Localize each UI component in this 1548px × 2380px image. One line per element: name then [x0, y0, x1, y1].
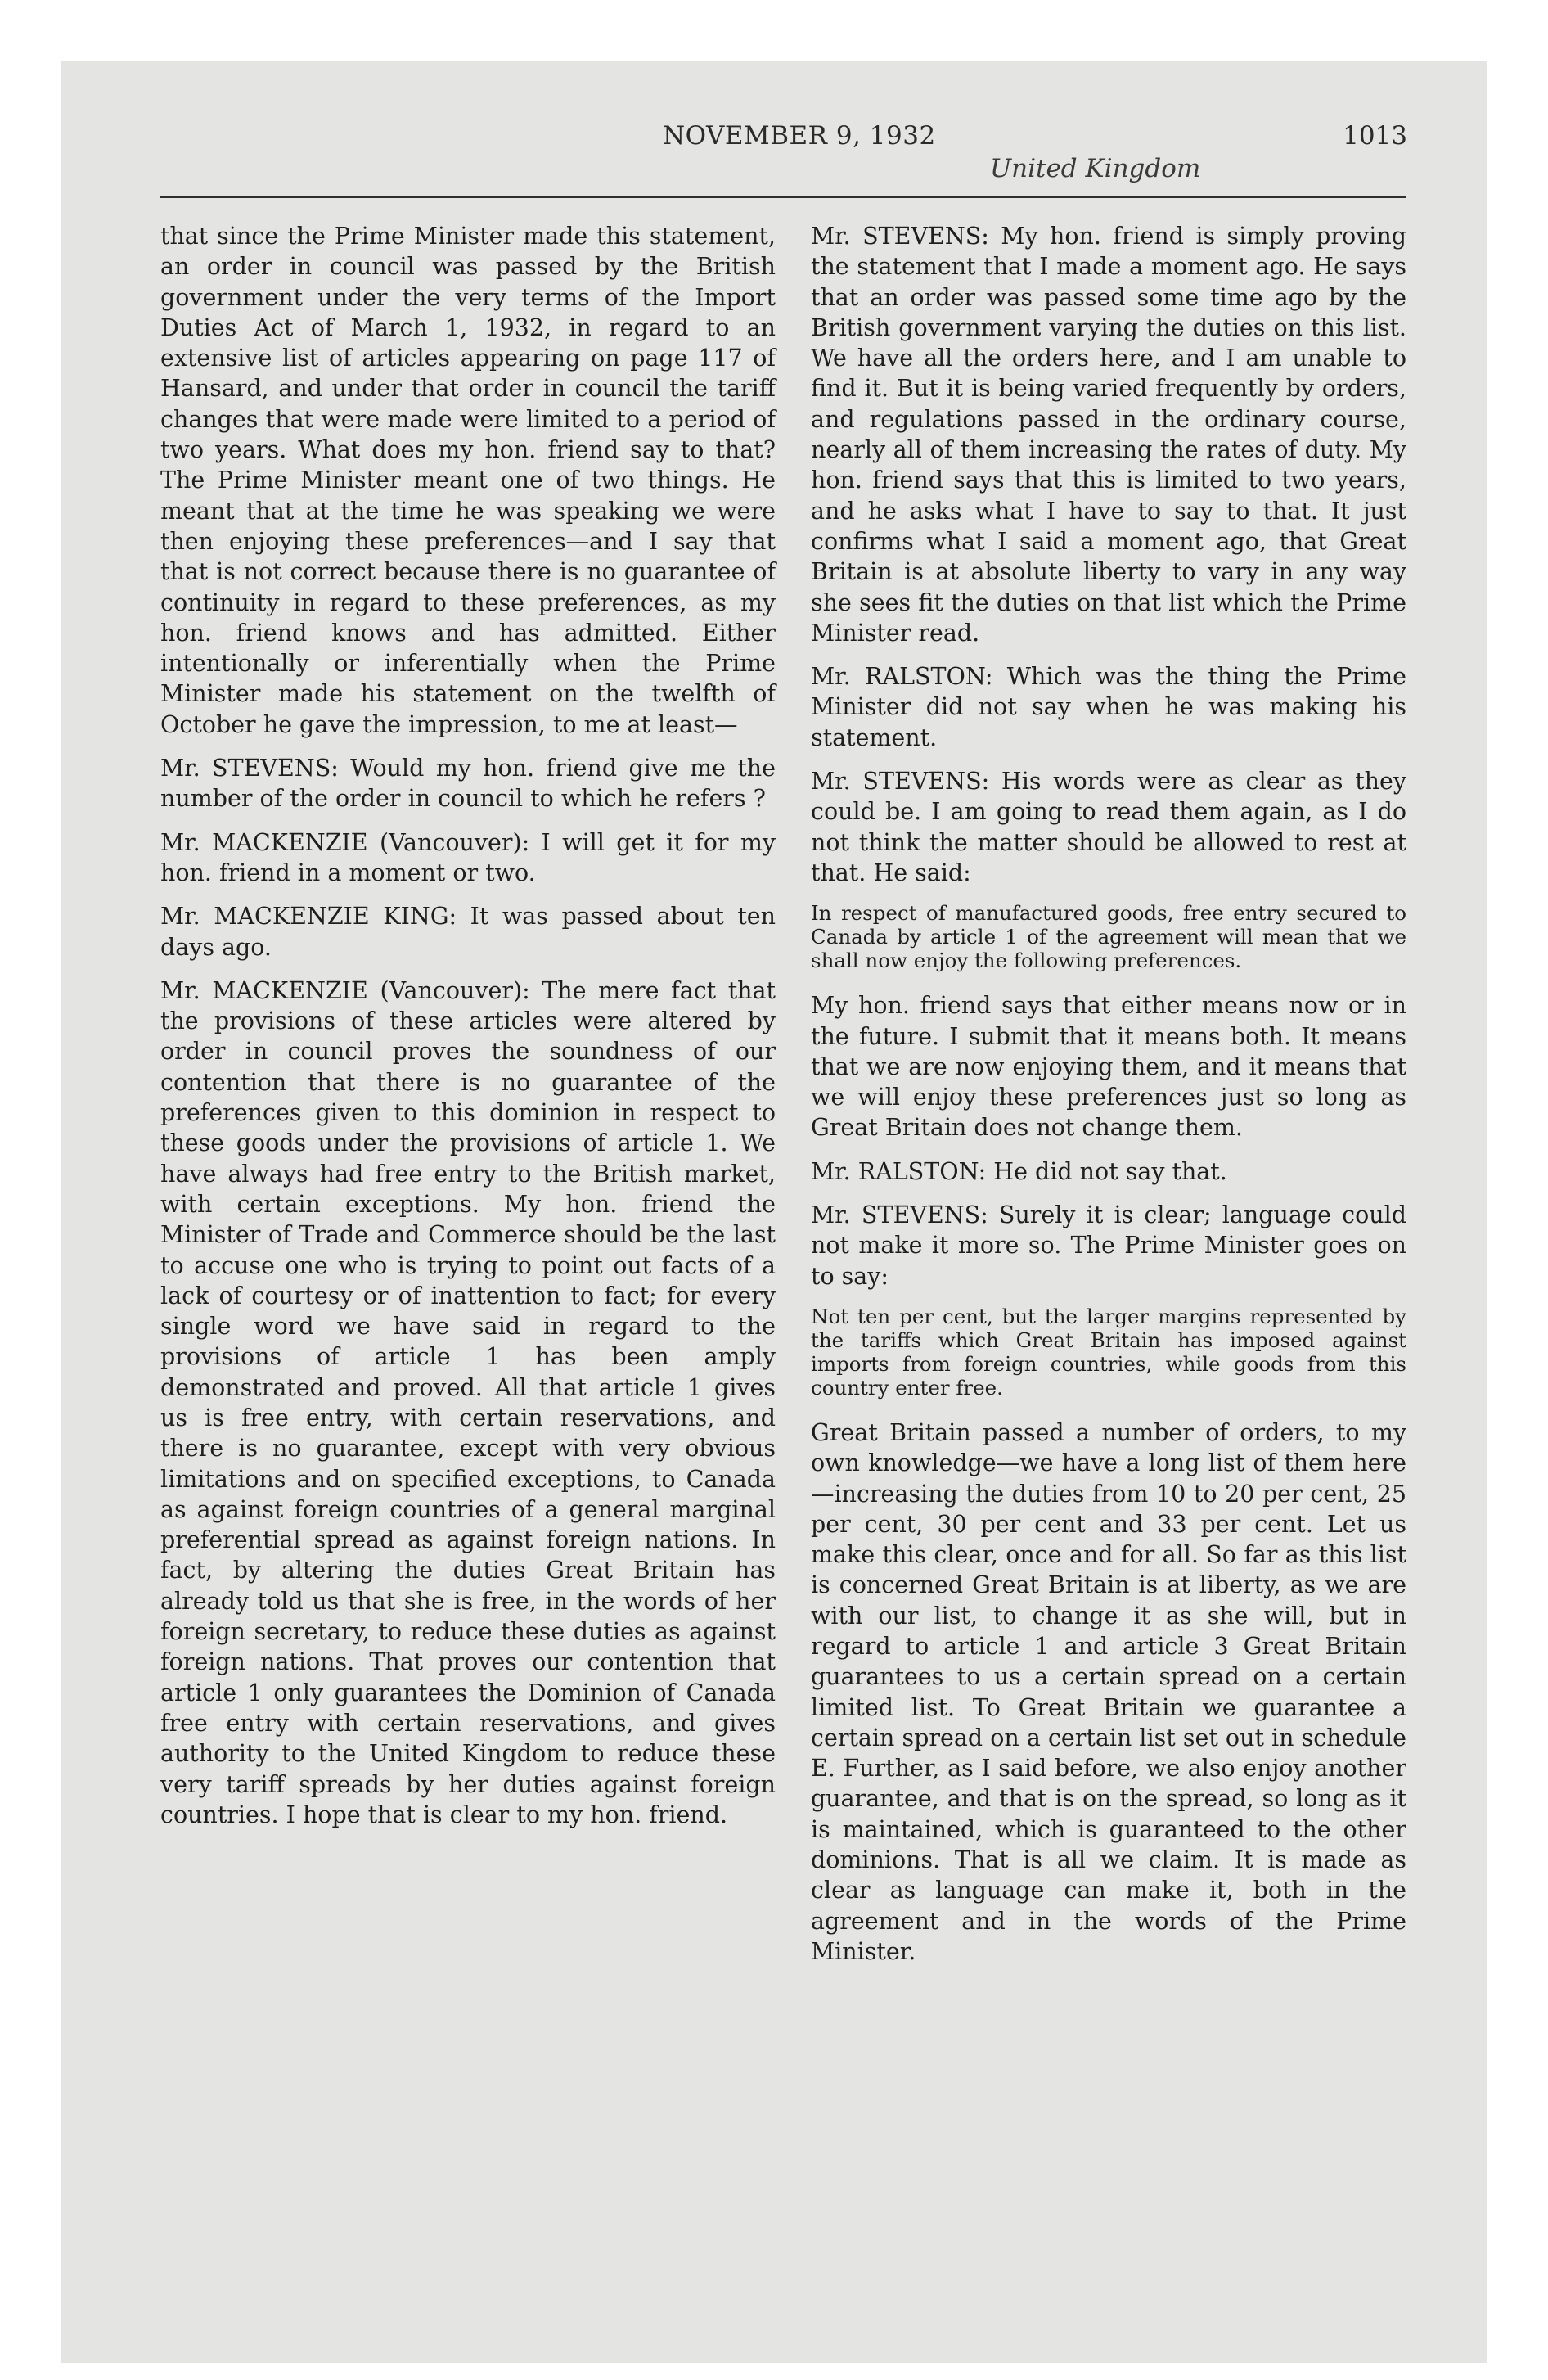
- header-date: NOVEMBER 9, 1932: [663, 121, 936, 151]
- paragraph: Mr. RALSTON: Which was the thing the Prime Minister did not say when he was making his statement.: [811, 663, 1406, 751]
- paragraph: Mr. MACKENZIE (Vancouver): I will get it for my hon. friend in a moment or two.: [160, 828, 776, 886]
- block-quote: In respect of manufactured goods, free entry secured to Canada by article 1 of the agreement will mean that we shall now enjoy the following preferences.: [811, 901, 1406, 973]
- page-header: [98, 115, 1407, 213]
- paragraph: Great Britain passed a number of orders, to my own knowledge—we have a long list of them here—increasing the duties from 10 to 20 per cent, 25 per cent, 30 per cent and 33 per cent. Let us make this clear, once and for all. So far as this list is concerned Great Britain is at liberty, as we are with our list, to change it as she will, but in regard to article 1 and article 3 Great Britain guarantees to us a certain spread on a certain limited list. To Great Britain we guarantee a certain spread on a certain list set out in schedule E. Further, as I said before, we also enjoy another guarantee, and that is on the spread, so long as it is maintained, which is guaranteed to the other dominions. That is all we claim. It is made as clear as language can make it, both in the agreement and in the words of the Prime Minister.: [811, 1418, 1406, 1965]
- paragraph: Mr. RALSTON: He did not say that.: [811, 1157, 1227, 1185]
- paragraph: that since the Prime Minister made this statement, an order in council was passed by the British government under the very terms of the Import Duties Act of March 1, 1932, in regard to an extensive list of articles appearing on page 117 of Hansard, and under that order in council the tariff changes that were made were limited to a period of two years. What does my hon. friend say to that? The Prime Minister meant one of two things. He meant that at the time he was speaking we were then enjoying these preferences—and I say that that is not correct because there is no guarantee of continuity in regard to these preferences, as my hon. friend knows and has admitted. Either intentionally or inferentially when the Prime Minister made his statement on the twelfth of October he gave the impression, to me at least—: [160, 223, 776, 738]
- left-column: [160, 221, 776, 1843]
- paragraph: Mr. MACKENZIE KING: It was passed about ten days ago.: [160, 903, 776, 961]
- right-column: [811, 221, 1406, 1980]
- paragraph: My hon. friend says that either means now or in the future. I submit that it means both. It means that we are now enjoying them, and it means that we will enjoy these preferences just so long as Great Britain does not change them.: [811, 992, 1406, 1142]
- block-quote: Not ten per cent, but the larger margins represented by the tariffs which Great Britain has imposed against imports from foreign countries, while goods from this country enter free.: [811, 1304, 1406, 1400]
- paragraph: Mr. MACKENZIE (Vancouver): The mere fact that the provisions of these articles were altered by order in council proves the soundness of our contention that there is no guarantee of the preferences given to this dominion in respect to these goods under the provisions of article 1. We have always had free entry to the British market, with certain exceptions. My hon. friend the Minister of Trade and Commerce should be the last to accuse one who is trying to point out facts of a lack of courtesy or of inattention to fact; for every single word we have said in regard to the provisions of article 1 has been amply demonstrated and proved. All that article 1 gives us is free entry, with certain reservations, and there is no guarantee, except with very obvious limitations and on specified exceptions, to Canada as against foreign countries of a general marginal preferential spread as against foreign nations. In fact, by altering the duties Great Britain has already told us that she is free, in the words of her foreign secretary, to reduce these duties as against foreign nations. That proves our contention that article 1 only guarantees the Dominion of Canada free entry with certain reservations, and gives authority to the United Kingdom to reduce these very tariff spreads by her duties against foreign countries. I hope that is clear to my hon. friend.: [160, 976, 776, 1828]
- header-rule: [160, 196, 1406, 198]
- paragraph: Mr. STEVENS: Would my hon. friend give me the number of the order in council to which he refers ?: [160, 755, 776, 813]
- paragraph: Mr. STEVENS: Surely it is clear; language could not make it more so. The Prime Minister goes on to say:: [811, 1201, 1406, 1290]
- paragraph: Mr. STEVENS: My hon. friend is simply proving the statement that I made a moment ago. He says that an order was passed some time ago by the British government varying the duties on this list. We have all the orders here, and I am unable to find it. But it is being varied frequently by orders, and regulations passed in the ordinary course, nearly all of them increasing the rates of duty. My hon. friend says that this is limited to two years, and he asks what I have to say to that. It just confirms what I said a moment ago, that Great Britain is at absolute liberty to vary in any way she sees fit the duties on that list which the Prime Minister read.: [811, 223, 1406, 647]
- header-section-title: United Kingdom: [990, 154, 1201, 183]
- paragraph: Mr. STEVENS: His words were as clear as they could be. I am going to read them again, as I do not think the matter should be allowed to rest at that. He said:: [811, 768, 1406, 886]
- header-page-number: 1013: [1343, 121, 1407, 151]
